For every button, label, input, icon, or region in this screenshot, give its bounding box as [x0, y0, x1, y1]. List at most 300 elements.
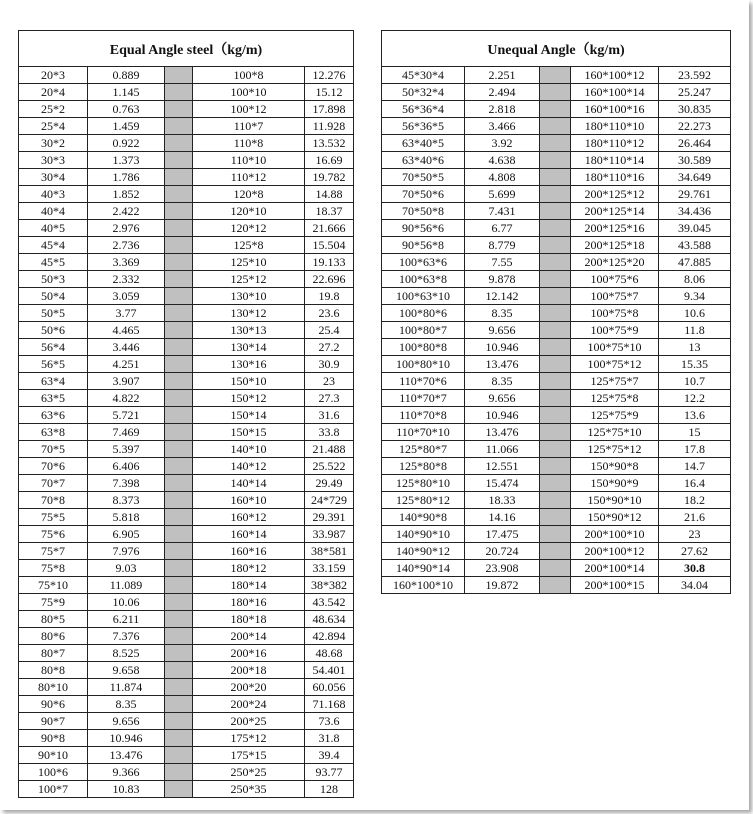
gap-cell: [165, 679, 193, 696]
weight-cell: 29.761: [659, 186, 731, 203]
weight-cell: 5.397: [88, 441, 165, 458]
table-row: [19, 101, 354, 118]
size-cell: 75*8: [19, 560, 88, 577]
size-cell: 30*2: [19, 135, 88, 152]
gap-cell: [540, 169, 571, 186]
size-cell: 125*80*8: [382, 458, 465, 475]
size-cell: 50*3: [19, 271, 88, 288]
table-row: [382, 356, 731, 373]
weight-cell: 7.55: [465, 254, 540, 271]
weight-cell: 33.987: [305, 526, 354, 543]
size-cell: 30*3: [19, 152, 88, 169]
size-cell: 20*4: [19, 84, 88, 101]
table-row: [19, 645, 354, 662]
weight-cell: 9.878: [465, 271, 540, 288]
gap-cell: [165, 441, 193, 458]
equal-angle-body: [19, 67, 354, 798]
size-cell: 100*63*10: [382, 288, 465, 305]
weight-cell: 5.721: [88, 407, 165, 424]
table-row: [19, 339, 354, 356]
weight-cell: 48.634: [305, 611, 354, 628]
weight-cell: 19.8: [305, 288, 354, 305]
weight-cell: 0.922: [88, 135, 165, 152]
gap-cell: [165, 254, 193, 271]
weight-cell: 1.786: [88, 169, 165, 186]
gap-cell: [540, 475, 571, 492]
size-cell: 200*14: [193, 628, 305, 645]
gap-cell: [165, 67, 193, 84]
size-cell: 70*7: [19, 475, 88, 492]
size-cell: 200*25: [193, 713, 305, 730]
weight-cell: 22.273: [659, 118, 731, 135]
weight-cell: 18.33: [465, 492, 540, 509]
size-cell: 110*7: [193, 118, 305, 135]
size-cell: 100*12: [193, 101, 305, 118]
table-row: [382, 220, 731, 237]
gap-cell: [540, 288, 571, 305]
weight-cell: 128: [305, 781, 354, 798]
weight-cell: 30.8: [659, 560, 731, 577]
size-cell: 90*56*6: [382, 220, 465, 237]
gap-cell: [540, 322, 571, 339]
table-row: [19, 730, 354, 747]
weight-cell: 42.894: [305, 628, 354, 645]
size-cell: 130*10: [193, 288, 305, 305]
size-cell: 110*8: [193, 135, 305, 152]
size-cell: 180*14: [193, 577, 305, 594]
size-cell: 40*3: [19, 186, 88, 203]
table-row: [382, 509, 731, 526]
weight-cell: 8.35: [465, 373, 540, 390]
gap-cell: [165, 577, 193, 594]
weight-cell: 21.6: [659, 509, 731, 526]
weight-cell: 13.476: [465, 356, 540, 373]
weight-cell: 4.251: [88, 356, 165, 373]
table-row: [382, 67, 731, 84]
weight-cell: 14.88: [305, 186, 354, 203]
size-cell: 125*75*10: [571, 424, 659, 441]
weight-cell: 15.12: [305, 84, 354, 101]
size-cell: 125*80*10: [382, 475, 465, 492]
gap-cell: [165, 696, 193, 713]
table-row: [382, 458, 731, 475]
weight-cell: 27.3: [305, 390, 354, 407]
weight-cell: 6.905: [88, 526, 165, 543]
weight-cell: 18.37: [305, 203, 354, 220]
size-cell: 140*12: [193, 458, 305, 475]
weight-cell: 8.35: [465, 305, 540, 322]
weight-cell: 30.835: [659, 101, 731, 118]
weight-cell: 12.142: [465, 288, 540, 305]
size-cell: 140*90*10: [382, 526, 465, 543]
size-cell: 120*8: [193, 186, 305, 203]
table-row: [382, 271, 731, 288]
size-cell: 25*4: [19, 118, 88, 135]
weight-cell: 3.466: [465, 118, 540, 135]
size-cell: 63*8: [19, 424, 88, 441]
table-row: [19, 373, 354, 390]
table-row: [19, 220, 354, 237]
table-row: [19, 288, 354, 305]
table-row: [382, 373, 731, 390]
weight-cell: 34.649: [659, 169, 731, 186]
table-row: [382, 390, 731, 407]
gap-cell: [165, 781, 193, 798]
size-cell: 90*8: [19, 730, 88, 747]
gap-cell: [540, 509, 571, 526]
weight-cell: 29.49: [305, 475, 354, 492]
size-cell: 100*80*7: [382, 322, 465, 339]
size-cell: 63*40*5: [382, 135, 465, 152]
table-row: [382, 118, 731, 135]
weight-cell: 6.406: [88, 458, 165, 475]
weight-cell: 3.77: [88, 305, 165, 322]
weight-cell: 3.446: [88, 339, 165, 356]
weight-cell: 5.818: [88, 509, 165, 526]
size-cell: 200*16: [193, 645, 305, 662]
table-row: [19, 424, 354, 441]
gap-cell: [540, 84, 571, 101]
weight-cell: 4.638: [465, 152, 540, 169]
size-cell: 125*75*7: [571, 373, 659, 390]
weight-cell: 1.373: [88, 152, 165, 169]
weight-cell: 26.464: [659, 135, 731, 152]
gap-cell: [165, 169, 193, 186]
size-cell: 100*75*9: [571, 322, 659, 339]
gap-cell: [165, 288, 193, 305]
size-cell: 100*6: [19, 764, 88, 781]
weight-cell: 12.2: [659, 390, 731, 407]
size-cell: 70*6: [19, 458, 88, 475]
gap-cell: [165, 730, 193, 747]
gap-cell: [540, 220, 571, 237]
weight-cell: 30.589: [659, 152, 731, 169]
size-cell: 70*50*5: [382, 169, 465, 186]
table-row: [19, 577, 354, 594]
table-row: [382, 152, 731, 169]
size-cell: 120*10: [193, 203, 305, 220]
size-cell: 75*6: [19, 526, 88, 543]
table-row: [19, 764, 354, 781]
size-cell: 200*125*14: [571, 203, 659, 220]
gap-cell: [165, 118, 193, 135]
size-cell: 100*7: [19, 781, 88, 798]
weight-cell: 10.6: [659, 305, 731, 322]
weight-cell: 4.808: [465, 169, 540, 186]
weight-cell: 11.874: [88, 679, 165, 696]
weight-cell: 17.8: [659, 441, 731, 458]
size-cell: 70*50*8: [382, 203, 465, 220]
size-cell: 100*80*10: [382, 356, 465, 373]
size-cell: 200*100*14: [571, 560, 659, 577]
weight-cell: 31.8: [305, 730, 354, 747]
size-cell: 180*110*12: [571, 135, 659, 152]
size-cell: 20*3: [19, 67, 88, 84]
size-cell: 100*75*8: [571, 305, 659, 322]
size-cell: 110*70*6: [382, 373, 465, 390]
weight-cell: 22.696: [305, 271, 354, 288]
weight-cell: 21.488: [305, 441, 354, 458]
table-row: [19, 203, 354, 220]
weight-cell: 13.532: [305, 135, 354, 152]
weight-cell: 12.276: [305, 67, 354, 84]
size-cell: 140*90*8: [382, 509, 465, 526]
weight-cell: 27.2: [305, 339, 354, 356]
gap-cell: [540, 305, 571, 322]
gap-cell: [165, 543, 193, 560]
size-cell: 150*90*10: [571, 492, 659, 509]
weight-cell: 54.401: [305, 662, 354, 679]
weight-cell: 43.542: [305, 594, 354, 611]
table-row: [382, 424, 731, 441]
weight-cell: 38*382: [305, 577, 354, 594]
gap-cell: [165, 764, 193, 781]
weight-cell: 10.83: [88, 781, 165, 798]
weight-cell: 13: [659, 339, 731, 356]
table-row: [19, 67, 354, 84]
weight-cell: 15: [659, 424, 731, 441]
weight-cell: 39.045: [659, 220, 731, 237]
weight-cell: 2.494: [465, 84, 540, 101]
weight-cell: 8.779: [465, 237, 540, 254]
table-row: [19, 713, 354, 730]
gap-cell: [165, 526, 193, 543]
gap-cell: [165, 356, 193, 373]
weight-cell: 23.592: [659, 67, 731, 84]
weight-cell: 3.92: [465, 135, 540, 152]
size-cell: 130*16: [193, 356, 305, 373]
weight-cell: 23.908: [465, 560, 540, 577]
size-cell: 125*80*7: [382, 441, 465, 458]
weight-cell: 10.7: [659, 373, 731, 390]
weight-cell: 2.976: [88, 220, 165, 237]
gap-cell: [165, 475, 193, 492]
gap-cell: [165, 611, 193, 628]
weight-cell: 11.8: [659, 322, 731, 339]
size-cell: 45*30*4: [382, 67, 465, 84]
gap-cell: [165, 101, 193, 118]
weight-cell: 34.436: [659, 203, 731, 220]
table-row: [19, 458, 354, 475]
gap-cell: [540, 356, 571, 373]
size-cell: 63*4: [19, 373, 88, 390]
weight-cell: 9.658: [88, 662, 165, 679]
gap-cell: [165, 662, 193, 679]
size-cell: 90*56*8: [382, 237, 465, 254]
table-row: [19, 781, 354, 798]
table-row: [19, 152, 354, 169]
table-row: [382, 203, 731, 220]
weight-cell: 9.656: [465, 390, 540, 407]
weight-cell: 7.398: [88, 475, 165, 492]
table-row: [382, 237, 731, 254]
weight-cell: 48.68: [305, 645, 354, 662]
weight-cell: 25.247: [659, 84, 731, 101]
weight-cell: 19.133: [305, 254, 354, 271]
weight-cell: 33.8: [305, 424, 354, 441]
weight-cell: 9.656: [465, 322, 540, 339]
weight-cell: 38*581: [305, 543, 354, 560]
weight-cell: 5.699: [465, 186, 540, 203]
gap-cell: [165, 407, 193, 424]
size-cell: 175*15: [193, 747, 305, 764]
size-cell: 100*8: [193, 67, 305, 84]
weight-cell: 3.059: [88, 288, 165, 305]
size-cell: 56*36*5: [382, 118, 465, 135]
size-cell: 160*100*10: [382, 577, 465, 594]
weight-cell: 93.77: [305, 764, 354, 781]
size-cell: 40*5: [19, 220, 88, 237]
size-cell: 56*4: [19, 339, 88, 356]
size-cell: 140*10: [193, 441, 305, 458]
weight-cell: 24*729: [305, 492, 354, 509]
gap-cell: [165, 186, 193, 203]
size-cell: 100*63*6: [382, 254, 465, 271]
table-row: [19, 696, 354, 713]
weight-cell: 16.4: [659, 475, 731, 492]
size-cell: 50*5: [19, 305, 88, 322]
gap-cell: [540, 390, 571, 407]
size-cell: 75*9: [19, 594, 88, 611]
weight-cell: 13.6: [659, 407, 731, 424]
weight-cell: 30.9: [305, 356, 354, 373]
gap-cell: [540, 186, 571, 203]
size-cell: 80*7: [19, 645, 88, 662]
gap-cell: [540, 101, 571, 118]
table-row: [19, 679, 354, 696]
weight-cell: 9.656: [88, 713, 165, 730]
size-cell: 110*70*10: [382, 424, 465, 441]
size-cell: 100*63*8: [382, 271, 465, 288]
gap-cell: [540, 339, 571, 356]
weight-cell: 15.504: [305, 237, 354, 254]
table-row: [382, 475, 731, 492]
weight-cell: 10.946: [465, 407, 540, 424]
weight-cell: 11.066: [465, 441, 540, 458]
size-cell: 90*6: [19, 696, 88, 713]
weight-cell: 6.77: [465, 220, 540, 237]
size-cell: 40*4: [19, 203, 88, 220]
gap-cell: [165, 84, 193, 101]
gap-cell: [165, 322, 193, 339]
gap-cell: [540, 135, 571, 152]
gap-cell: [540, 441, 571, 458]
size-cell: 110*10: [193, 152, 305, 169]
weight-cell: 1.145: [88, 84, 165, 101]
gap-cell: [165, 424, 193, 441]
table-row: [382, 84, 731, 101]
table-row: [19, 118, 354, 135]
unequal-angle-table: [381, 30, 731, 594]
table-row: [19, 135, 354, 152]
table-row: [382, 288, 731, 305]
gap-cell: [540, 67, 571, 84]
table-row: [19, 594, 354, 611]
table-row: [382, 492, 731, 509]
table-row: [19, 186, 354, 203]
weight-cell: 7.376: [88, 628, 165, 645]
size-cell: 200*125*12: [571, 186, 659, 203]
weight-cell: 10.946: [465, 339, 540, 356]
weight-cell: 2.332: [88, 271, 165, 288]
size-cell: 150*15: [193, 424, 305, 441]
size-cell: 100*10: [193, 84, 305, 101]
weight-cell: 73.6: [305, 713, 354, 730]
gap-cell: [165, 339, 193, 356]
table-row: [19, 169, 354, 186]
weight-cell: 8.525: [88, 645, 165, 662]
size-cell: 180*110*10: [571, 118, 659, 135]
weight-cell: 15.35: [659, 356, 731, 373]
size-cell: 200*125*16: [571, 220, 659, 237]
size-cell: 125*12: [193, 271, 305, 288]
table-row: [382, 254, 731, 271]
size-cell: 125*75*8: [571, 390, 659, 407]
size-cell: 75*7: [19, 543, 88, 560]
table-row: [19, 492, 354, 509]
size-cell: 200*125*18: [571, 237, 659, 254]
table-row: [19, 611, 354, 628]
unequal-angle-body: [382, 67, 731, 594]
size-cell: 100*75*10: [571, 339, 659, 356]
equal-angle-table: [18, 30, 354, 798]
weight-cell: 9.03: [88, 560, 165, 577]
size-cell: 63*6: [19, 407, 88, 424]
size-cell: 160*10: [193, 492, 305, 509]
weight-cell: 11.928: [305, 118, 354, 135]
size-cell: 150*10: [193, 373, 305, 390]
gap-cell: [540, 577, 571, 594]
size-cell: 80*10: [19, 679, 88, 696]
size-cell: 75*10: [19, 577, 88, 594]
size-cell: 25*2: [19, 101, 88, 118]
size-cell: 200*18: [193, 662, 305, 679]
size-cell: 100*75*12: [571, 356, 659, 373]
gap-cell: [540, 458, 571, 475]
weight-cell: 34.04: [659, 577, 731, 594]
size-cell: 160*100*16: [571, 101, 659, 118]
size-cell: 150*90*9: [571, 475, 659, 492]
size-cell: 75*5: [19, 509, 88, 526]
unequal-angle-title: Unequal Angle（kg/m): [382, 31, 731, 67]
size-cell: 200*100*15: [571, 577, 659, 594]
size-cell: 130*12: [193, 305, 305, 322]
weight-cell: 27.62: [659, 543, 731, 560]
size-cell: 63*5: [19, 390, 88, 407]
size-cell: 150*90*12: [571, 509, 659, 526]
gap-cell: [540, 560, 571, 577]
weight-cell: 3.907: [88, 373, 165, 390]
size-cell: 50*6: [19, 322, 88, 339]
size-cell: 125*75*12: [571, 441, 659, 458]
size-cell: 50*4: [19, 288, 88, 305]
weight-cell: 33.159: [305, 560, 354, 577]
size-cell: 80*5: [19, 611, 88, 628]
table-row: [382, 526, 731, 543]
table-row: [19, 322, 354, 339]
weight-cell: 2.818: [465, 101, 540, 118]
gap-cell: [540, 424, 571, 441]
weight-cell: 18.2: [659, 492, 731, 509]
size-cell: 50*32*4: [382, 84, 465, 101]
size-cell: 120*12: [193, 220, 305, 237]
size-cell: 250*35: [193, 781, 305, 798]
weight-cell: 8.06: [659, 271, 731, 288]
weight-cell: 15.474: [465, 475, 540, 492]
weight-cell: 6.211: [88, 611, 165, 628]
size-cell: 110*12: [193, 169, 305, 186]
weight-cell: 16.69: [305, 152, 354, 169]
